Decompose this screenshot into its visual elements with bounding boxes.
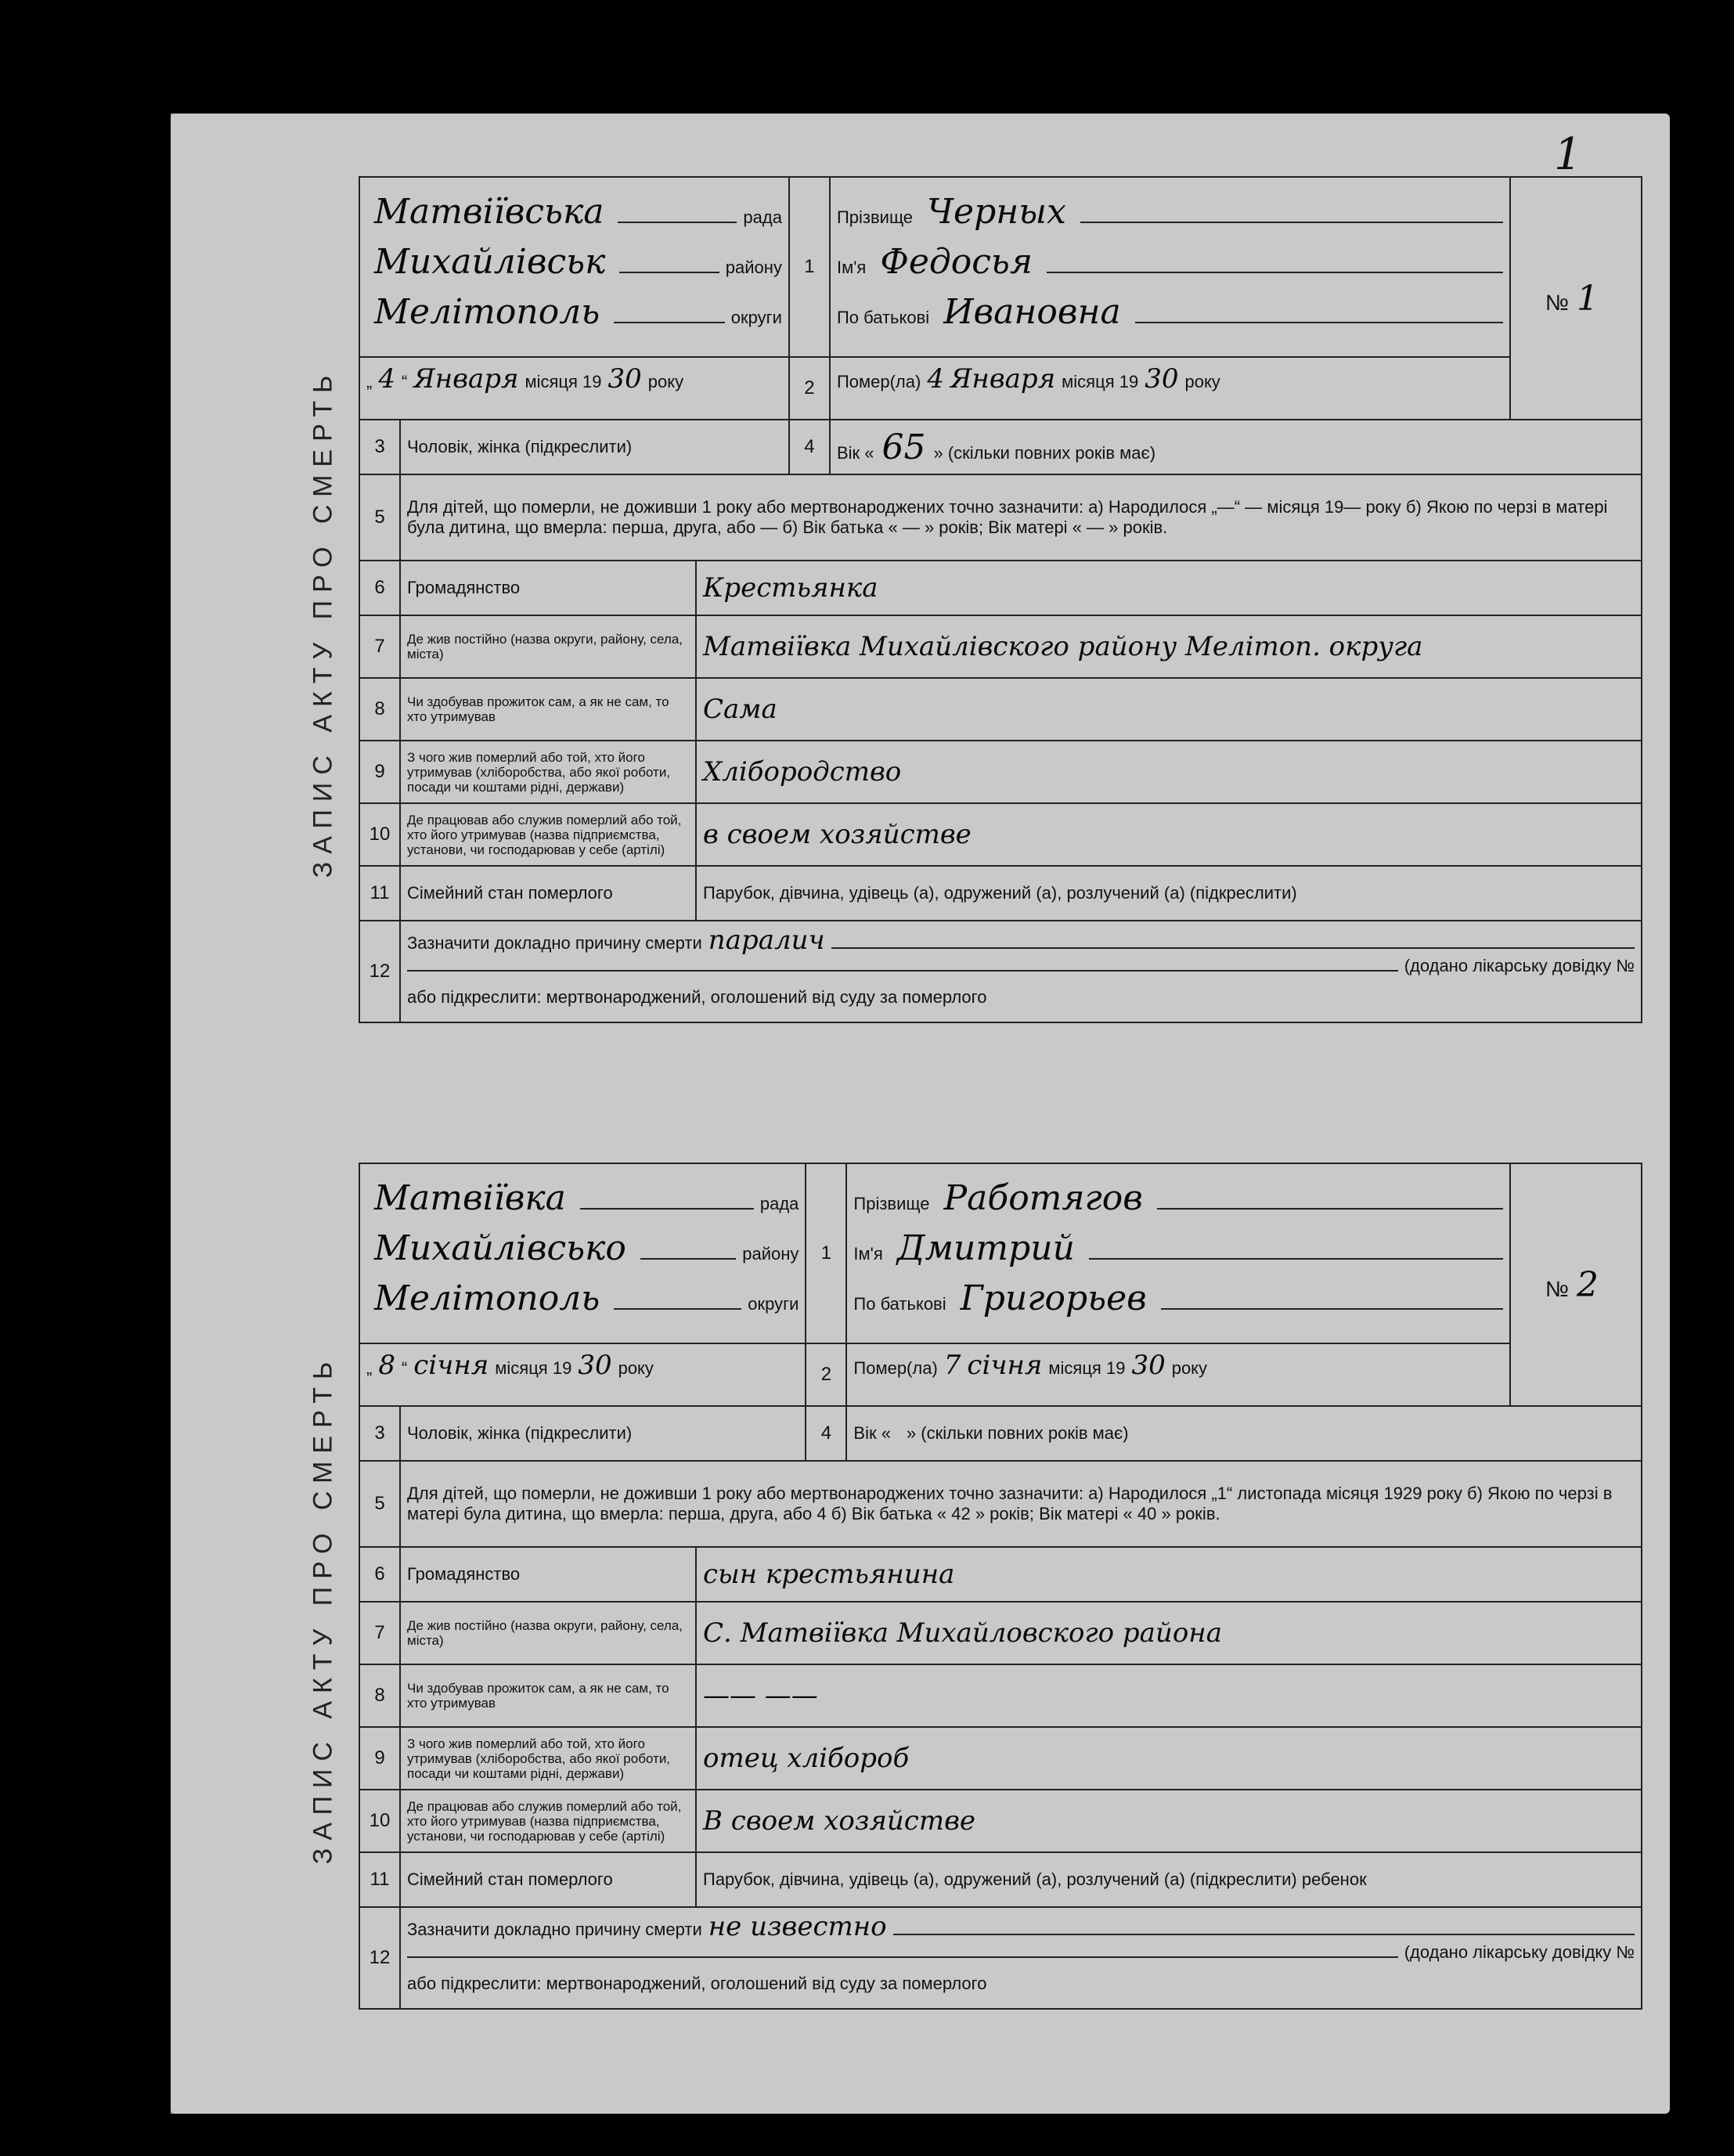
support-label: Чи здобував прожиток сам, а як не сам, то хто утримував [400,678,696,741]
income-label: З чого жив померлий або той, хто його утримував (хліборобства, або якої роботи, посади чи коштами рідні, держави) [400,1727,696,1790]
support-value: Сама [696,678,1642,741]
cause-field: Зазначити докладно причину смерти паралич (додано лікарську довідку № або підкреслити: мертвонароджений, оголошений від суду за померлого [400,921,1642,1022]
citizenship-value: Крестьянка [696,561,1642,615]
citizenship-value: сын крестьянина [696,1547,1642,1602]
children-field: Для дітей, що померли, не доживши 1 року або мертвонароджених точно зазначити: а) Народилося „—“ — місяця 19— року б) Якою по черзі в матері була дитина, що вмерла: перша, друга, або — б) Вік батька « — » років; Вік матері « — » років. [400,474,1642,561]
marital-value: Парубок, дівчина, удівець (а), одружений (а), розлучений (а) (підкреслити) [696,866,1642,921]
citizenship-label: Громадянство [400,1547,696,1602]
age-field: Вік « 65 » (скільки повних років має) [830,420,1642,474]
death-record-1 [308,176,1642,1069]
support-value: —— —— [696,1664,1642,1727]
death-date: Помер(ла) 7 січня місяця 19 30 року [846,1343,1510,1406]
record-number: № 1 [1510,177,1642,420]
record-number: № 2 [1510,1163,1642,1406]
record-table: Матвіївська рада Михайлівськ району Мелітополь округи 1 Прізвище Черных Ім'я Федосья По батькові Ивановна № 1 „ 4 “ Января місяця 19 30 року 2 Помер(ла) 4 Января місяця 19 30 року 3 Чоловік, жінка (підкреслити) 4 Вік « 65 » (скільки повних років має) 5 Для дітей, що померли, не доживши 1 року або мертвонароджених точно зазначити: а) Народилося „—“ — місяця 19— року б) Якою по черзі в матері була дитина, що вмерла: перша, друга, або — б) Вік батька « — » років; Вік матері « — » років. 6 Громадянство Крестьянка 7 Де жив постійно (назва округи, району, села, міста) Матвіївка Михайлівского району Мелітоп. округа 8 Чи здобував прожиток сам, а як не сам, то хто утримував Сама 9 З чого жив померлий або той, хто його утримував (хліборобства, або якої роботи, посади чи коштами рідні, держави) Хлібородство 10 Де працював або служив померлий або той, хто його утримував (назва підприємства, установи, чи господарював у себе (артілі) в своем хозяйстве 11 Сімейний стан померлого Парубок, дівчина, удівець (а), одружений (а), розлучений (а) (підкреслити) 12 Зазначити докладно причину смерти паралич (додано лікарську довідку № або підкреслити: мертвонароджений, оголошений від суду за померлого [359,176,1642,1023]
income-value: Хлібородство [696,741,1642,803]
death-date: Помер(ла) 4 Января місяця 19 30 року [830,357,1510,420]
age-field: Вік « » (скільки повних років має) [846,1406,1642,1461]
residence-label: Де жив постійно (назва округи, району, села, міста) [400,1602,696,1664]
name-block: Прізвище Черных Ім'я Федосья По батькові Ивановна [830,177,1510,357]
vertical-title: ЗАПИС АКТУ ПРО СМЕРТЬ [308,367,338,878]
marital-label: Сімейний стан померлого [400,1852,696,1907]
sex-field: Чоловік, жінка (підкреслити) [400,1406,806,1461]
registration-date: „ 8 “ січня місяця 19 30 року [359,1343,806,1406]
marital-label: Сімейний стан померлого [400,866,696,921]
residence-label: Де жив постійно (назва округи, району, села, міста) [400,615,696,678]
income-value: отец хлібороб [696,1727,1642,1790]
marital-value: Парубок, дівчина, удівець (а), одружений (а), розлучений (а) (підкреслити) ребенок [696,1852,1642,1907]
record-table: Матвіївка рада Михайлівсько району Мелітополь округи 1 Прізвище Работягов Ім'я Дмитрий По батькові Григорьев № 2 „ 8 “ січня місяця 19 30 року 2 Помер(ла) 7 січня місяця 19 30 року 3 Чоловік, жінка (підкреслити) 4 Вік « » (скільки повних років має) 5 Для дітей, що померли, не доживши 1 року або мертвонароджених точно зазначити: а) Народилося „1“ листопада місяця 1929 року б) Якою по черзі в матері була дитина, що вмерла: перша, друга, або 4 б) Вік батька « 42 » років; Вік матері « 40 » років. 6 Громадянство сын крестьянина 7 Де жив постійно (назва округи, району, села, міста) С. Матвіївка Михайловского района 8 Чи здобував прожиток сам, а як не сам, то хто утримував —— —— 9 З чого жив померлий або той, хто його утримував (хліборобства, або якої роботи, посади чи коштами рідні, держави) отец хлібороб 10 Де працював або служив померлий або той, хто його утримував (назва підприємства, установи, чи господарював у себе (артілі) В своем хозяйстве 11 Сімейний стан померлого Парубок, дівчина, удівець (а), одружений (а), розлучений (а) (підкреслити) ребенок 12 Зазначити докладно причину смерти не известно (додано лікарську довідку № або підкреслити: мертвонароджений, оголошений від суду за померлого [359,1163,1642,2010]
support-label: Чи здобував прожиток сам, а як не сам, то хто утримував [400,1664,696,1727]
place-block: Матвіївська рада Михайлівськ району Мелітополь округи [359,177,789,357]
work-value: В своем хозяйстве [696,1790,1642,1852]
work-label: Де працював або служив померлий або той, хто його утримував (назва підприємства, установи, чи господарював у себе (артілі) [400,1790,696,1852]
registration-date: „ 4 “ Января місяця 19 30 року [359,357,789,420]
vertical-title: ЗАПИС АКТУ ПРО СМЕРТЬ [308,1354,338,1864]
place-block: Матвіївка рада Михайлівсько району Мелітополь округи [359,1163,806,1343]
residence-value: С. Матвіївка Михайловского района [696,1602,1642,1664]
sex-field: Чоловік, жінка (підкреслити) [400,420,789,474]
children-field: Для дітей, що померли, не доживши 1 року або мертвонароджених точно зазначити: а) Народилося „1“ листопада місяця 1929 року б) Якою по черзі в матері була дитина, що вмерла: перша, друга, або 4 б) Вік батька « 42 » років; Вік матері « 40 » років. [400,1461,1642,1547]
page-number: 1 [1554,129,1582,180]
cause-field: Зазначити докладно причину смерти не известно (додано лікарську довідку № або підкреслити: мертвонароджений, оголошений від суду за померлого [400,1907,1642,2009]
citizenship-label: Громадянство [400,561,696,615]
income-label: З чого жив померлий або той, хто його утримував (хліборобства, або якої роботи, посади чи коштами рідні, держави) [400,741,696,803]
residence-value: Матвіївка Михайлівского району Мелітоп. округа [696,615,1642,678]
work-value: в своем хозяйстве [696,803,1642,866]
work-label: Де працював або служив померлий або той, хто його утримував (назва підприємства, установи, чи господарював у себе (артілі) [400,803,696,866]
name-block: Прізвище Работягов Ім'я Дмитрий По батькові Григорьев [846,1163,1510,1343]
death-record-2 [308,1163,1642,2055]
